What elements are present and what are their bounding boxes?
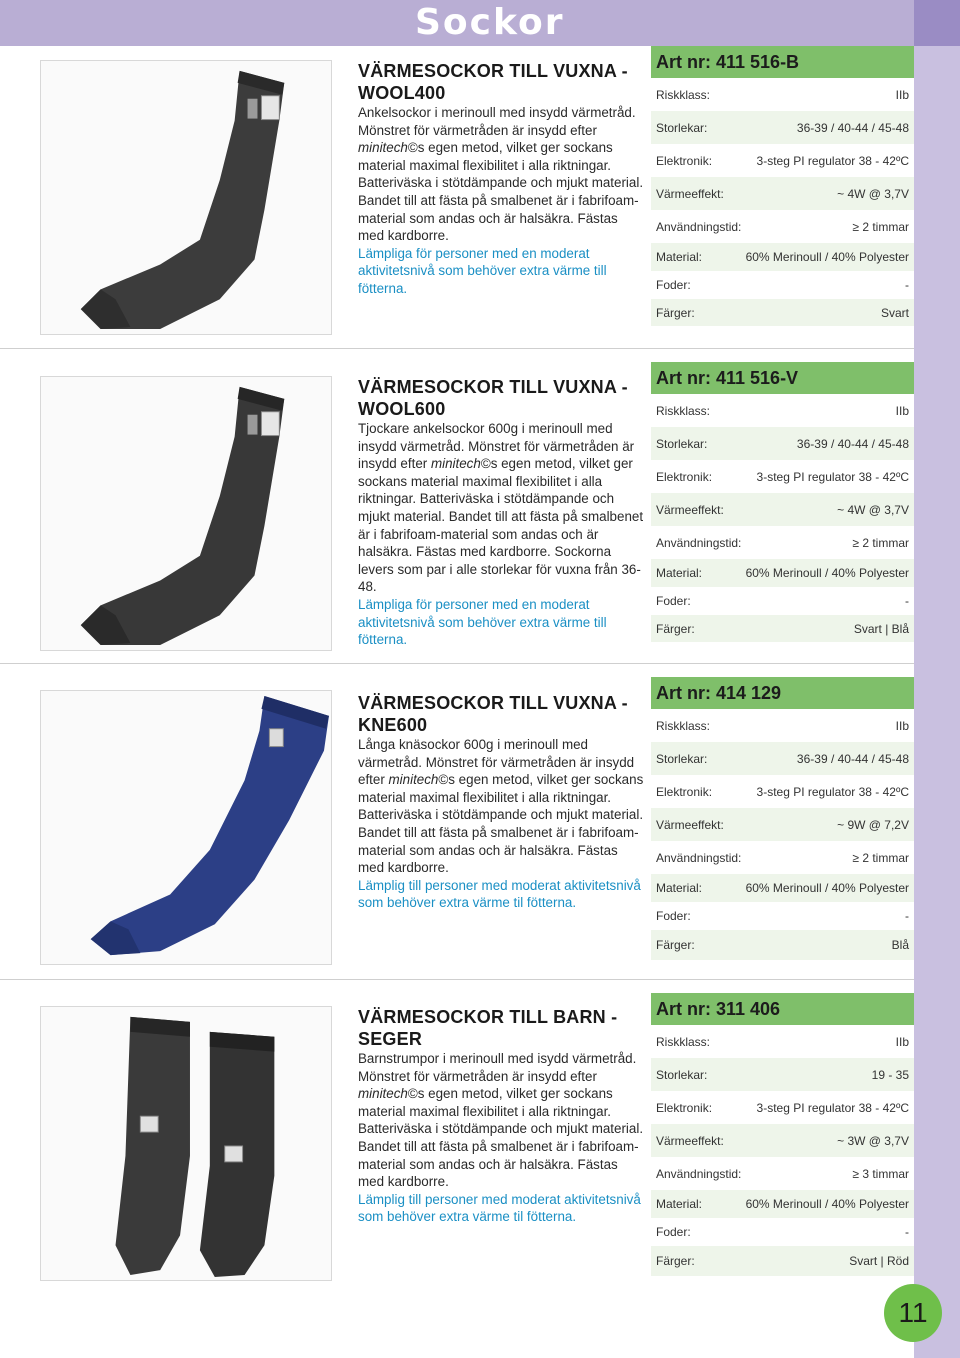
page-number-badge: 11 [884,1284,942,1342]
spec-row: Storlekar: 36-39 / 40-44 / 45-48 [651,742,914,775]
spec-row: Värmeeffekt: ~ 3W @ 3,7V [651,1124,914,1157]
spec-row: Riskklass: IIb [651,709,914,742]
spec-row: Färger: Svart [651,299,914,326]
spec-table-wool600 [651,362,914,642]
spec-row: Elektronik: 3-steg PI regulator 38 - 42ºC [651,1091,914,1124]
product-body-text: Ankelsockor i merinoull med insydd värmetråd. Mönstret för värmetråden är insydd efter minitech©s egen metod, vilket ger sockans material maximal flexibilitet i alla riktningar. Batteriväska i stötdämpande och mjukt material. Bandet till att fästa på smalbenet är i fabrifoam-material som andas och är halsäkra. Fästas med kardborre. [358,105,644,244]
article-number: Art nr: 414 129 [651,677,914,709]
section-divider [0,348,914,349]
spec-row: Storlekar: 36-39 / 40-44 / 45-48 [651,111,914,144]
spec-row: Färger: Blå [651,930,914,960]
spec-row: Riskklass: IIb [651,78,914,111]
page-title: Sockor [415,2,565,43]
spec-row: Storlekar: 36-39 / 40-44 / 45-48 [651,427,914,460]
spec-row: Foder: - [651,587,914,615]
spec-table-seger [651,993,914,1276]
spec-row: Foder: - [651,271,914,299]
spec-row: Värmeeffekt: ~ 9W @ 7,2V [651,808,914,841]
spec-row: Användningstid: ≥ 2 timmar [651,210,914,243]
spec-row: Material: 60% Merinoull / 40% Polyester [651,243,914,271]
spec-row: Foder: - [651,902,914,930]
product-title-line1: VÄRMESOCKOR TILL VUXNA - [358,61,628,81]
product-photo-seger [40,1006,332,1281]
dark-ankle-sock-image [41,377,331,650]
spec-row: Elektronik: 3-steg PI regulator 38 - 42ºC [651,144,914,177]
product-title-line2: KNE600 [358,715,428,735]
header-corner [914,0,960,46]
product-suitability-text: Lämplig till personer med moderat aktivitetsnivå som behöver extra värme til fötterna. [358,877,641,911]
spec-row: Användningstid: ≥ 2 timmar [651,526,914,559]
blue-knee-sock-image [41,691,331,964]
spec-row: Material: 60% Merinoull / 40% Polyester [651,1190,914,1218]
product-photo-wool600 [40,376,332,651]
product-title-line2: WOOL600 [358,399,446,419]
spec-row: Färger: Svart | Röd [651,1246,914,1276]
product-description-wool400 [358,60,646,298]
product-title-line1: VÄRMESOCKOR TILL VUXNA - [358,693,628,713]
spec-row: Riskklass: IIb [651,1025,914,1058]
dark-ankle-sock-image [41,61,331,334]
child-socks-pair-image [41,1007,331,1280]
spec-row: Elektronik: 3-steg PI regulator 38 - 42ºC [651,775,914,808]
product-description-seger [358,1006,646,1226]
product-suitability-text: Lämpliga för personer med en moderat aktivitetsnivå som behöver extra värme till fötterna. [358,245,607,296]
product-body-text: Långa knäsockor 600g i merinoull med värmetråd. Mönstret för värmetråden är insydd efter minitech©s egen metod, vilket ger sockans material maximal flexibilitet i alla riktningar. Batteriväska i stötdämpande och mjukt material. Bandet till att fästa på smalbenet är i fabrifoam-material som andas och är halsäkra. Fästas med kardborre. [358,737,644,876]
article-number: Art nr: 311 406 [651,993,914,1025]
product-photo-kne600 [40,690,332,965]
product-title-line1: VÄRMESOCKOR TILL BARN - [358,1007,618,1027]
spec-row: Användningstid: ≥ 3 timmar [651,1157,914,1190]
spec-row: Material: 60% Merinoull / 40% Polyester [651,874,914,902]
spec-row: Värmeeffekt: ~ 4W @ 3,7V [651,177,914,210]
spec-row: Foder: - [651,1218,914,1246]
spec-row: Värmeeffekt: ~ 4W @ 3,7V [651,493,914,526]
product-description-kne600 [358,692,646,912]
product-photo-wool400 [40,60,332,335]
article-number: Art nr: 411 516-V [651,362,914,394]
section-divider [0,663,914,664]
spec-table-wool400 [651,46,914,326]
spec-row: Riskklass: IIb [651,394,914,427]
product-body-text: Barnstrumpor i merinoull med isydd värmetråd. Mönstret för värmetråden är insydd efter minitech©s egen metod, vilket ger sockans material maximal flexibilitet i alla riktningar. Batteriväska i stötdämpande och mjukt material. Bandet till att fästa på smalbenet är i fabrifoam-material som andas och är halsäkra. Fästas med kardborre. [358,1051,644,1190]
spec-row: Storlekar: 19 - 35 [651,1058,914,1091]
spec-row: Elektronik: 3-steg PI regulator 38 - 42ºC [651,460,914,493]
product-suitability-text: Lämplig till personer med moderat aktivitetsnivå som behöver extra värme til fötterna. [358,1191,641,1225]
side-strip [914,46,960,1358]
spec-row: Användningstid: ≥ 2 timmar [651,841,914,874]
spec-row: Material: 60% Merinoull / 40% Polyester [651,559,914,587]
article-number: Art nr: 411 516-B [651,46,914,78]
section-divider [0,979,914,980]
product-description-wool600 [358,376,646,649]
product-title-line1: VÄRMESOCKOR TILL VUXNA - [358,377,628,397]
product-title-line2: WOOL400 [358,83,446,103]
product-suitability-text: Lämpliga för personer med en moderat aktivitetsnivå som behöver extra värme till fötterna. [358,596,607,648]
spec-row: Färger: Svart | Blå [651,615,914,642]
product-title-line2: SEGER [358,1029,423,1049]
spec-table-kne600 [651,677,914,960]
product-body-text: Tjockare ankelsockor 600g i merinoull med insydd värmetråd. Mönstret för värmetråden är insydd efter minitech©s egen metod, vilket ger sockans material maximal flexibilitet i alla riktningar. Batteriväska i stötdämpande och mjukt material. Bandet till att fästa på smalbenet är i fabrifoam-material som andas och är halsäkra. Fästas med kardborre. Sockorna levers som par i alle storlekar för vuxna från 36-48. [358,421,644,595]
